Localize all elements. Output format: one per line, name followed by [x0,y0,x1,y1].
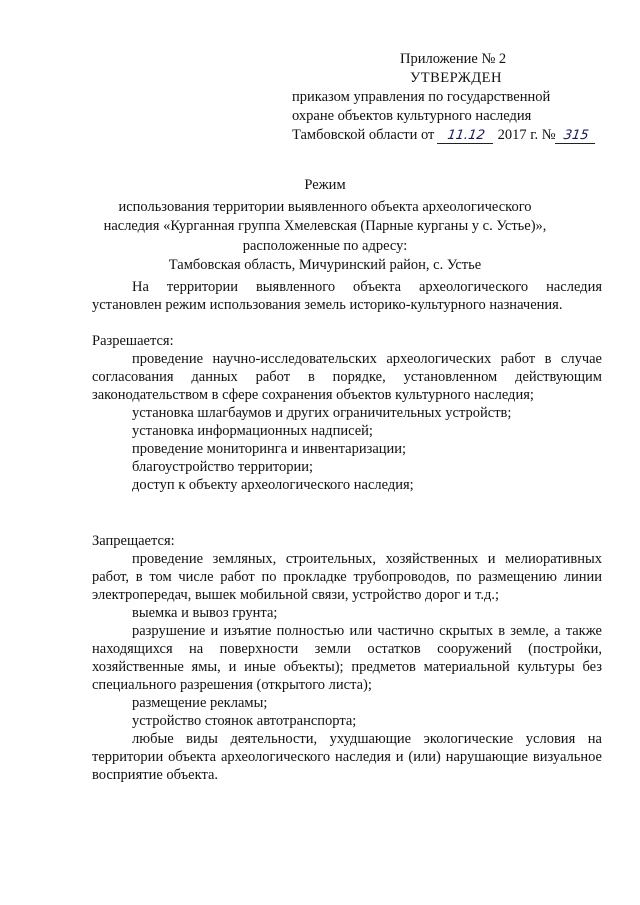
approved-stamp-text: УТВЕРЖДЕН [410,70,502,86]
order-line-1: приказом управления по государственной [292,89,551,105]
forbidden-item: разрушение и изъятие полностью или частично скрытых в земле, а также находящихся на поверхности земли остатков сооружений (постройки, хозяйственные ямы, и иные объекты); предметов материальной культуры без специального разрешения (открытого листа); [92,623,602,693]
title-line-3: расположенные по адресу: [242,237,408,254]
document-title [90,176,560,276]
allowed-item: проведение мониторинга и инвентаризации; [132,441,407,457]
title-line-2: наследия «Курганная группа Хмелевская (Парные курганы у с. Устье)», [103,218,547,234]
forbidden-item: размещение рекламы; [132,695,268,711]
approval-block [292,50,592,145]
order-line-3 [292,126,592,145]
title-heading: Режим [304,177,346,193]
order-region: Тамбовской области от [292,127,435,143]
order-line-2: охране объектов культурного наследия [292,108,532,124]
allowed-item: проведение научно-исследовательских археологических работ в случае согласования данных работ в порядке, установленном действующим законодательством в сфере сохранения объектов культурного наследия; [92,351,602,403]
allowed-item: благоустройство территории; [132,459,314,475]
handwritten-order-date: 11.12 [437,129,495,144]
intro-paragraph: На территории выявленного объекта археологического наследия установлен режим использования земель историко-культурного назначения. [92,279,602,313]
allowed-heading: Разрешается: [92,333,174,349]
document-body [92,278,602,784]
forbidden-heading: Запрещается: [92,533,175,549]
appendix-number: Приложение № 2 [400,51,507,67]
title-line-4: Тамбовская область, Мичуринский район, с. Устье [168,257,482,273]
allowed-item: установка шлагбаумов и других ограничительных устройств; [132,405,512,421]
forbidden-item: проведение земляных, строительных, хозяйственных и мелиоративных работ, в том числе работ по прокладке трубопроводов, по размещению линии электропередач, вышек мобильной связи, устройство дорог и т.д.; [92,551,602,603]
forbidden-item: любые виды деятельности, ухудшающие экологические условия на территории объекта археологического наследия и (или) нарушающие визуальное восприятие объекта. [92,731,602,783]
forbidden-item: устройство стоянок автотранспорта; [132,713,357,729]
handwritten-order-number: 315 [555,129,597,144]
allowed-item: установка информационных надписей; [132,423,373,439]
title-line-1: использования территории выявленного объекта археологического [118,198,532,215]
forbidden-item: выемка и вывоз грунта; [132,605,278,621]
order-year: 2017 г. № [497,127,556,143]
allowed-item: доступ к объекту археологического наследия; [132,477,414,493]
